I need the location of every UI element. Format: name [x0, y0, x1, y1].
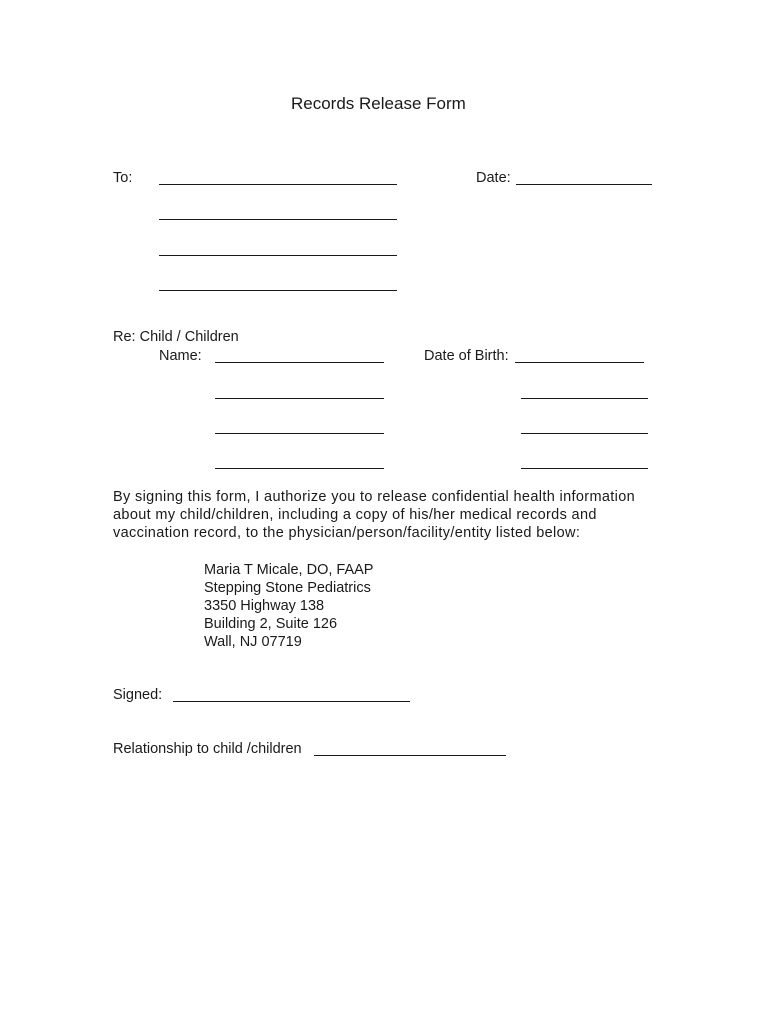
to-address-line-3[interactable]: [159, 255, 397, 256]
to-address-line-1[interactable]: [159, 184, 397, 185]
date-of-birth-line-1[interactable]: [515, 362, 644, 363]
child-name-line-1[interactable]: [215, 362, 384, 363]
authorization-paragraph: [113, 488, 653, 542]
date-of-birth-line-3[interactable]: [521, 433, 648, 434]
relationship-label: Relationship to child /children: [113, 741, 302, 757]
date-line[interactable]: [516, 184, 652, 185]
authorization-line: about my child/children, including a copy of his/her medical records and: [113, 507, 597, 523]
date-label: Date:: [476, 170, 511, 186]
child-name-label: Name:: [159, 348, 202, 364]
recipient-name: Maria T Micale, DO, FAAP: [204, 562, 374, 578]
recipient-city: Wall, NJ 07719: [204, 634, 302, 650]
date-of-birth-line-2[interactable]: [521, 398, 648, 399]
child-name-line-2[interactable]: [215, 398, 384, 399]
to-label: To:: [113, 170, 133, 186]
child-name-line-3[interactable]: [215, 433, 384, 434]
authorization-line: By signing this form, I authorize you to release confidential health information: [113, 489, 636, 505]
authorization-line: vaccination record, to the physician/person/facility/entity listed below:: [113, 525, 581, 541]
recipient-practice: Stepping Stone Pediatrics: [204, 580, 371, 596]
to-address-line-2[interactable]: [159, 219, 397, 220]
re-child-label: Re: Child / Children: [113, 329, 239, 345]
recipient-street: 3350 Highway 138: [204, 598, 325, 614]
date-of-birth-line-4[interactable]: [521, 468, 648, 469]
to-address-line-4[interactable]: [159, 290, 397, 291]
date-of-birth-label: Date of Birth:: [424, 348, 509, 364]
signed-label: Signed:: [113, 687, 163, 703]
recipient-address: [204, 561, 373, 651]
child-name-line-4[interactable]: [215, 468, 384, 469]
recipient-suite: Building 2, Suite 126: [204, 616, 338, 632]
page-title: Records Release Form: [291, 94, 466, 113]
signature-line[interactable]: [173, 701, 410, 702]
relationship-line[interactable]: [314, 755, 506, 756]
